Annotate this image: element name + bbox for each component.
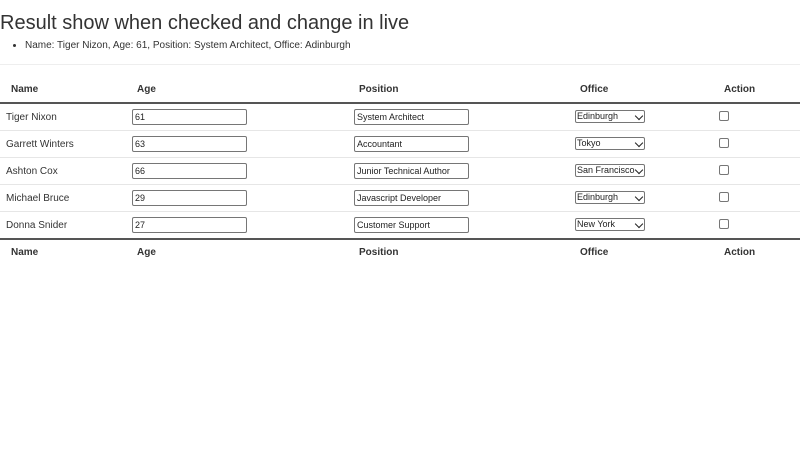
chevron-down-icon [635,138,643,146]
age-input[interactable] [132,109,247,125]
header-action[interactable]: Action [713,77,800,103]
cell-action [713,185,800,212]
table-row [0,131,800,158]
office-select[interactable] [575,218,645,231]
row-checkbox[interactable] [719,219,729,229]
footer-name: Name [0,239,126,265]
cell-position [348,212,569,240]
age-input[interactable] [132,163,247,179]
cell-age [126,131,348,158]
cell-position [348,185,569,212]
row-checkbox[interactable] [719,111,729,121]
chevron-down-icon [635,165,643,173]
footer-position: Position [348,239,569,265]
table-header [0,77,800,103]
cell-age [126,158,348,185]
employee-table [0,77,800,265]
cell-position [348,131,569,158]
cell-office [569,212,713,240]
result-list [0,39,351,53]
table-row [0,103,800,131]
header-position[interactable]: Position [348,77,569,103]
row-checkbox[interactable] [719,165,729,175]
age-input[interactable] [132,136,247,152]
cell-name: Tiger Nixon [6,111,57,123]
office-select[interactable] [575,110,645,123]
office-select-value: New York [577,218,616,229]
chevron-down-icon [635,192,643,200]
cell-office [569,185,713,212]
office-select-value: Edinburgh [577,191,619,202]
cell-age [126,103,348,131]
cell-office [569,131,713,158]
office-select[interactable] [575,137,645,150]
cell-office [569,103,713,131]
table-row [0,212,800,240]
footer-office: Office [569,239,713,265]
cell-action [713,131,800,158]
position-input[interactable] [354,136,469,152]
footer-age: Age [126,239,348,265]
cell-age [126,212,348,240]
cell-name: Ashton Cox [0,158,126,185]
cell-action [713,212,800,240]
office-select-value: Tokyo [577,137,601,148]
table-row [0,185,800,212]
header-office[interactable]: Office [569,77,713,103]
result-item: • Name: Tiger Nizon, Age: 61, Position: System Architect, Office: Adinburgh [25,39,351,53]
position-input[interactable] [354,109,469,125]
cell-age [126,185,348,212]
cell-position [348,158,569,185]
age-input[interactable] [132,217,247,233]
row-checkbox[interactable] [719,138,729,148]
table-row [0,158,800,185]
header-age[interactable]: Age [126,77,348,103]
cell-name: Donna Snider [0,212,126,240]
cell-position [348,103,569,131]
cell-name: Garrett Winters [0,131,126,158]
chevron-down-icon [635,219,643,227]
office-select-value: Edinburgh [577,110,619,121]
page-title: Result show when checked and change in live [0,12,410,34]
position-input[interactable] [354,163,469,179]
office-select[interactable] [575,191,645,204]
office-select-value: San Francisco [577,164,635,175]
cell-name: Michael Bruce [0,185,126,212]
cell-action [713,103,800,131]
chevron-down-icon [635,111,643,119]
office-select[interactable] [575,164,645,177]
age-input[interactable] [132,190,247,206]
header-name[interactable]: Name [0,77,126,103]
position-input[interactable] [354,190,469,206]
footer-action: Action [713,239,800,265]
position-input[interactable] [354,217,469,233]
table-footer [0,239,800,265]
cell-office [569,158,713,185]
cell-action [713,158,800,185]
separator [0,64,800,65]
row-checkbox[interactable] [719,192,729,202]
